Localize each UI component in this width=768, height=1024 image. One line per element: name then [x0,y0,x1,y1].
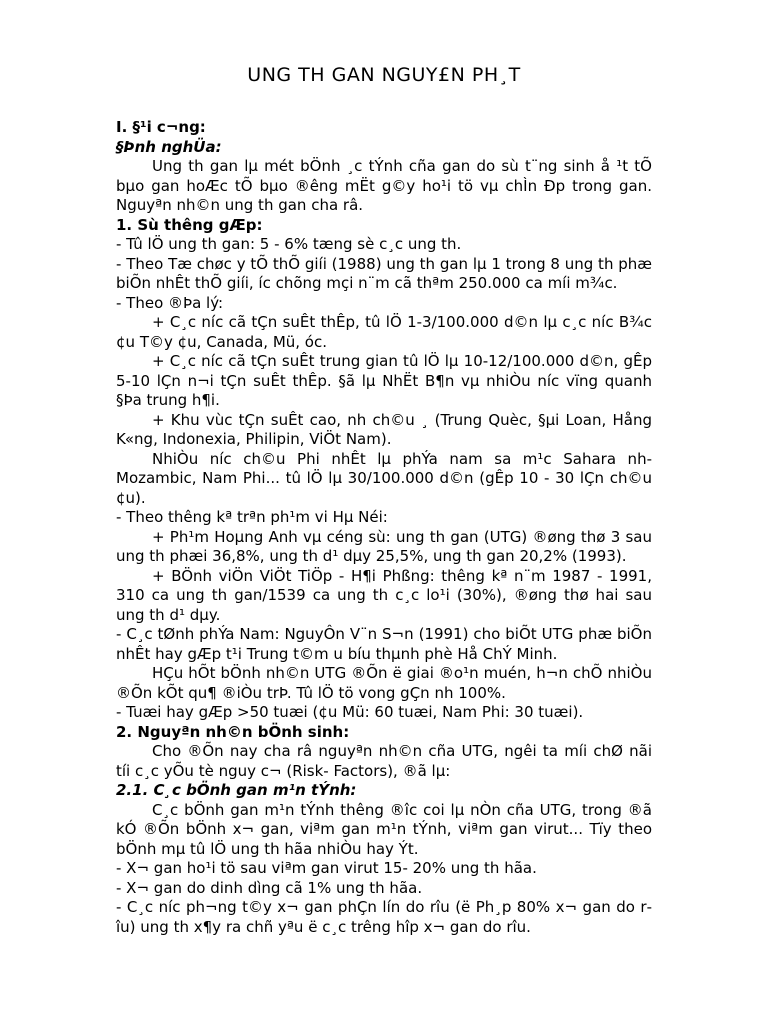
body-paragraph: - Theo ®Þa lý: [116,293,224,312]
body-paragraph: - Theo thêng kª trªn ph¹m vi Hµ Néi: [116,508,388,526]
body-paragraph: + C¸c níc cã tÇn suÊt trung gian tû lÖ lµ 10-12/100.000 d©n, gÊp 5-10 lÇn n¬i tÇn suÊt thÊp. §ã lµ NhËt B¶n vµ nhiÒu níc vïng quanh §Þa trung h¶i. [116,352,652,409]
body-paragraph: - Tû lÖ ung th gan: 5 - 6% tæng sè c¸c ung th. [116,235,462,253]
body-paragraph: Cho ®Õn nay cha râ nguyªn nh©n cña UTG, ngêi ta míi chØ nãi tíi c¸c yÕu tè nguy c¬ (Risk- Factors), ®ã lµ: [116,742,652,780]
body-paragraph: NhiÒu níc ch©u Phi nhÊt lµ phÝa nam sa m¹c Sahara nh Mozambic, Nam Phi... tû lÖ lµ 30/100.000 d©n (gÊp 10 - 30 lÇn ch©u ¢u). [116,449,652,507]
section-heading: I. §¹i c¬ng: [116,118,206,136]
body-paragraph: - Theo Tæ chøc y tÕ thÕ giíi (1988) ung th gan lµ 1 trong 8 ung th phæ biÕn nhÊt thÕ giíi, íc chõng mçi n¨m cã thªm 250.000 ca míi m¾c. [116,254,652,292]
section-heading: 2. Nguyªn nh©n bÖnh sinh: [116,722,350,741]
body-paragraph: C¸c bÖnh gan m¹n tÝnh thêng ®îc coi lµ nÒn cña UTG, trong ®ã kÓ ®Õn bÖnh x¬ gan, viªm gan m¹n tÝnh, viªm gan virut... Tïy theo bÖnh mµ tû lÖ ung th hãa nhiÒu hay Ýt. [116,800,652,858]
body-paragraph: + Ph¹m Hoµng Anh vµ céng sù: ung th gan (UTG) ®øng thø 3 sau ung th phæi 36,8%, ung th d¹ dµy 25,5%, ung th gan 20,2% (1993). [116,527,652,565]
body-paragraph: + C¸c níc cã tÇn suÊt thÊp, tû lÖ 1-3/100.000 d©n lµ c¸c níc B¾c ¢u T©y ¢u, Canada, Mü, óc. [116,313,652,351]
body-paragraph: HÇu hÕt bÖnh nh©n UTG ®Õn ë giai ®o¹n muén, h¬n chÕ nhiÒu ®Õn kÕt qu¶ ®iÒu trÞ. Tû lÖ tö vong gÇn nh 100%. [116,664,652,702]
body-paragraph: + BÖnh viÖn ViÖt TiÖp - H¶i Phßng: thêng kª n¨m 1987 - 1991, 310 ca ung th gan/1539 ca ung th c¸c lo¹i (30%), ®øng thø hai sau ung th d¹ dµy. [116,566,652,624]
body-paragraph: Ung th gan lµ mét bÖnh ¸c tÝnh cña gan do sù t¨ng sinh å ¹t tÕ bµo gan hoÆc tÕ bµo ®êng mËt g©y ho¹i tö vµ chÌn Ðp trong gan. Nguyªn nh©n ung th gan cha râ. [116,157,652,214]
document-body [116,118,652,937]
section-heading: 1. Sù thêng gÆp: [116,215,263,234]
document-title: UNG TH GAN NGUY£N PH¸T [247,64,521,86]
body-paragraph: - C¸c tØnh phÝa Nam: NguyÔn V¨n S¬n (1991) cho biÕt UTG phæ biÕn nhÊt hay gÆp t¹i Trung t©m u bíu thµnh phè Hå ChÝ Minh. [116,625,652,663]
body-paragraph: - X¬ gan do dinh dìng cã 1% ung th hãa. [116,878,423,897]
body-paragraph: + Khu vùc tÇn suÊt cao, nh ch©u ¸ (Trung Quèc, §µi Loan, Hång K«ng, Indonexia, Philipin, ViÖt Nam). [116,410,652,448]
section-heading: §Þnh nghÜa: [116,137,222,156]
body-paragraph: - Tuæi hay gÆp >50 tuæi (¢u Mü: 60 tuæi, Nam Phi: 30 tuæi). [116,703,584,721]
section-heading: 2.1. C¸c bÖnh gan m¹n tÝnh: [116,781,357,799]
body-paragraph: - X¬ gan ho¹i tö sau viªm gan virut 15- 20% ung th hãa. [116,859,537,877]
body-paragraph: - C¸c níc ph¬ng t©y x¬ gan phÇn lín do rîu (ë Ph¸p 80% x¬ gan do rîu) ung th x¶y ra chñ yªu ë c¸c trêng hîp x¬ gan do rîu. [116,898,652,936]
